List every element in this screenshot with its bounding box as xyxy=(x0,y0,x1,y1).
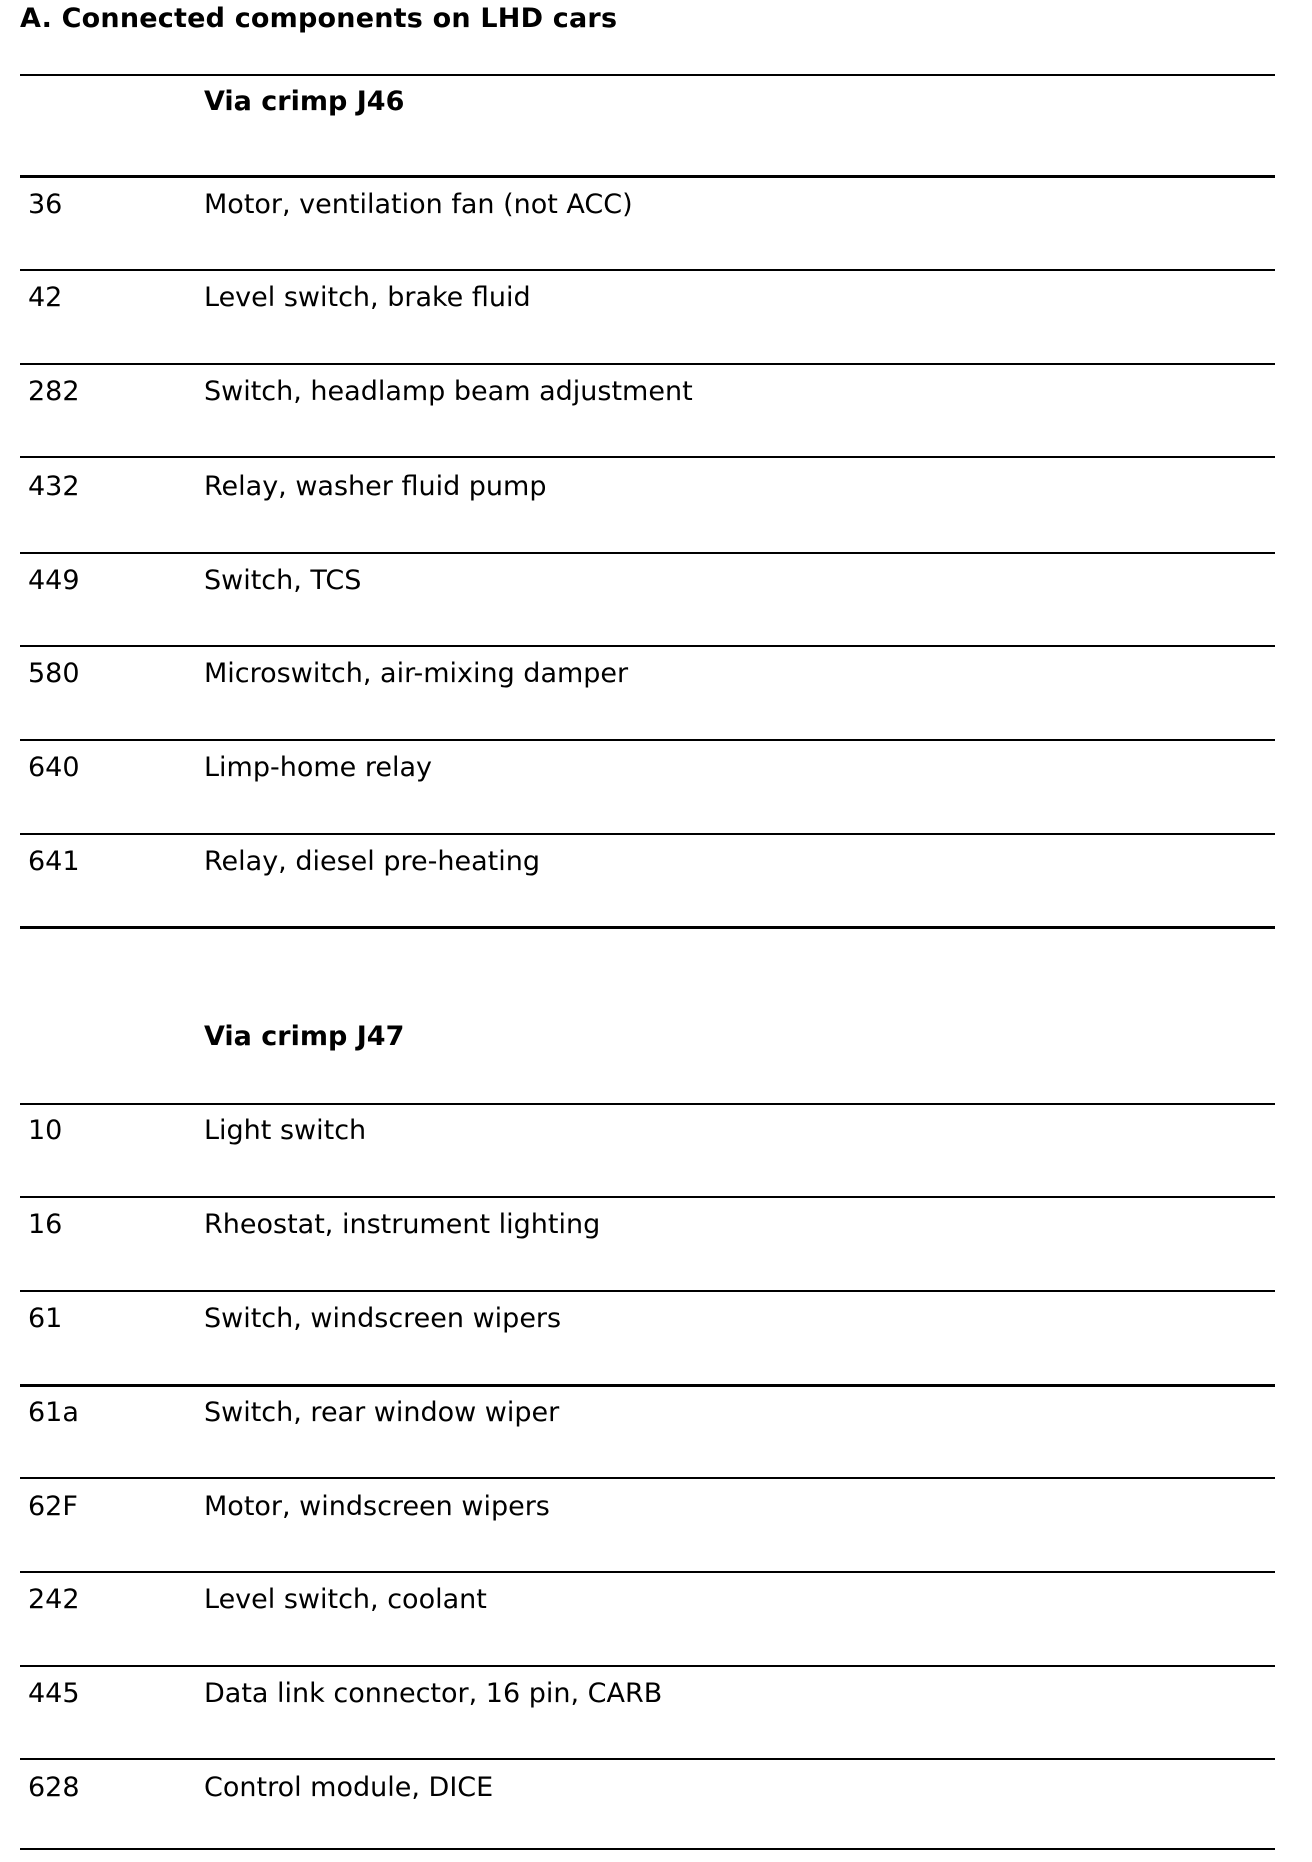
table-rule xyxy=(20,739,1275,741)
component-description: Switch, rear window wiper xyxy=(204,1397,560,1428)
table-rule xyxy=(20,1758,1275,1760)
component-code: 62F xyxy=(28,1491,78,1522)
component-code: 641 xyxy=(28,846,80,877)
component-description: Control module, DICE xyxy=(204,1772,494,1803)
component-description: Limp-home relay xyxy=(204,752,432,783)
component-code: 432 xyxy=(28,471,80,502)
component-code: 16 xyxy=(28,1209,63,1240)
table-rule xyxy=(20,363,1275,365)
table-rule xyxy=(20,1665,1275,1667)
section-heading: Via crimp J47 xyxy=(204,1021,405,1052)
table-rule xyxy=(20,1290,1275,1292)
table-rule xyxy=(20,74,1275,76)
component-code: 282 xyxy=(28,376,80,407)
component-code: 36 xyxy=(28,189,63,220)
table-rule xyxy=(20,175,1275,178)
table-rule xyxy=(20,645,1275,647)
table-rule xyxy=(20,833,1275,835)
component-code: 42 xyxy=(28,282,63,313)
table-rule xyxy=(20,1103,1275,1105)
component-description: Switch, windscreen wipers xyxy=(204,1303,562,1334)
component-description: Level switch, brake fluid xyxy=(204,282,531,313)
component-description: Motor, windscreen wipers xyxy=(204,1491,550,1522)
component-code: 628 xyxy=(28,1772,80,1803)
document-title: A. Connected components on LHD cars xyxy=(20,3,618,34)
component-code: 580 xyxy=(28,658,80,689)
table-rule xyxy=(20,926,1275,929)
table-rule xyxy=(20,1196,1275,1198)
table-rule xyxy=(20,456,1275,458)
component-code: 242 xyxy=(28,1584,80,1615)
component-code: 640 xyxy=(28,752,80,783)
table-rule xyxy=(20,1571,1275,1573)
component-description: Motor, ventilation fan (not ACC) xyxy=(204,189,633,220)
component-description: Rheostat, instrument lighting xyxy=(204,1209,601,1240)
component-description: Level switch, coolant xyxy=(204,1584,487,1615)
component-description: Microswitch, air-mixing damper xyxy=(204,658,629,689)
component-description: Data link connector, 16 pin, CARB xyxy=(204,1678,663,1709)
component-description: Switch, TCS xyxy=(204,565,362,596)
component-code: 449 xyxy=(28,565,80,596)
table-rule xyxy=(20,1848,1275,1850)
component-code: 10 xyxy=(28,1115,63,1146)
component-code: 61 xyxy=(28,1303,63,1334)
table-rule xyxy=(20,269,1275,271)
component-code: 61a xyxy=(28,1397,79,1428)
section-heading: Via crimp J46 xyxy=(204,86,405,117)
component-code: 445 xyxy=(28,1678,80,1709)
table-rule xyxy=(20,1384,1275,1387)
component-description: Light switch xyxy=(204,1115,367,1146)
table-rule xyxy=(20,552,1275,554)
component-description: Relay, diesel pre-heating xyxy=(204,846,540,877)
component-description: Relay, washer fluid pump xyxy=(204,471,547,502)
component-description: Switch, headlamp beam adjustment xyxy=(204,376,693,407)
table-rule xyxy=(20,1477,1275,1479)
